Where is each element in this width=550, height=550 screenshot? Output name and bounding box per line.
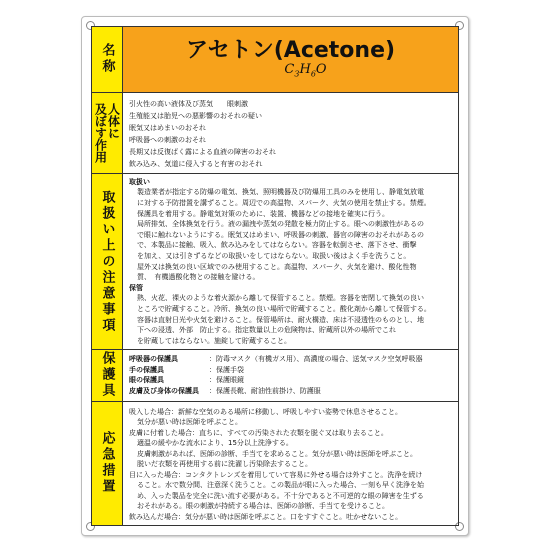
ppe-row	[92, 350, 458, 401]
effect-line: 生殖能又は胎児への悪影響のおそれの疑い	[129, 111, 262, 120]
storage-line: 下への浸透、外部 防止する。指定数量以上の危険物は、貯蔵所以外の場所でこれ	[137, 326, 396, 335]
effect-line: 飲み込み、気道に侵入すると有害のおそれ	[129, 159, 263, 168]
ppe-item-name: 眼の保護具	[129, 376, 164, 385]
effects-content	[123, 93, 458, 173]
handling-line: を加え、又は引きずるなどの取扱いをしてはならない。取扱い後はよく手を洗うこと。	[137, 251, 411, 260]
ppe-label-cell	[92, 350, 123, 400]
storage-line: ところで貯蔵すること。冷所、換気の良い場所で貯蔵すること。酸化剤から離して保管する。	[137, 304, 431, 313]
storage-line: 容器は直射日光や火気を避けること。保管場所は、耐火構造、床は不浸透性のものとし、地	[137, 315, 424, 324]
first-aid-line: 皮膚に付着した場合：直ちに、すべての汚染された衣類を脱ぐ又は取り去ること。	[129, 428, 388, 437]
first-aid-label: 応急措置	[99, 431, 115, 496]
ppe-item	[129, 354, 452, 365]
effect-line: 引火性の高い液体及び蒸気 眼刺激	[129, 99, 248, 108]
ppe-item	[129, 365, 452, 376]
ppe-item-value: ：保護長靴、耐油性前掛け、防護服	[209, 386, 321, 395]
handling-line: 屋外又は換気の良い区域でのみ使用すること。高温物、スパーク、火気を避け、酸化性物	[137, 262, 417, 271]
first-aid-line: 適温の緩やかな流水により、15分以上洗浄する。	[137, 439, 293, 447]
handling-line: 局所排気、全体換気を行う。液の漏洩や蒸気の発散を極力防止する。眼への刺激性があるの	[137, 220, 424, 229]
storage-line: 熱、火花、裸火のような着火源から離して保管すること。禁煙。容器を密閉して換気の良い	[137, 294, 424, 303]
storage-line: を貯蔵してはならない。施錠して貯蔵すること。	[137, 336, 291, 345]
ppe-item-value: ：保護眼鏡	[209, 376, 244, 385]
ppe-label: 保護具	[99, 351, 115, 400]
handling-line: 保護具を着用する。静電気対策のために、装置、機器などの接地を確実に行う。	[137, 209, 389, 218]
handling-line: で眼に触れないようにする。眠気又はめまい、呼吸器の刺激、器官の障害のおそれがあるの	[137, 230, 424, 239]
first-aid-line: ること。水で数分間、注意深く洗うこと。この製品が眼に入った場合、一刻も早く洗浄を始	[137, 481, 424, 489]
title-cell	[123, 27, 458, 92]
name-label-cell	[92, 27, 123, 92]
ppe-item	[129, 375, 452, 386]
handling-row	[92, 174, 458, 351]
first-aid-line: 皮膚刺激があれば、医師の診断、手当てを求めること。気分が悪い時は医師を呼ぶこと。	[137, 449, 417, 458]
first-aid-line: おそれがある。眼の刺激が持続する場合は、医師の診断、手当てを受けること。	[137, 502, 389, 510]
safety-signboard	[81, 16, 469, 536]
ppe-item-value: ：防毒マスク（有機ガス用）、高濃度の場合、送気マスク空気呼吸器	[209, 355, 423, 364]
effect-line: 眠気又はめまいのおそれ	[129, 123, 206, 132]
effects-label: 人体に 及ぼす作用	[93, 102, 121, 163]
ppe-item-name: 呼吸器の保護具	[129, 355, 178, 364]
first-aid-line: 飲み込んだ場合：気分が悪い時は医師を呼ぶこと。口をすすぐこと。吐かせないこと。	[129, 512, 403, 521]
first-aid-line: 気分が悪い時は医師を呼ぶこと。	[137, 418, 242, 426]
ppe-item	[129, 386, 452, 397]
first-aid-line: 目に入った場合：コンタクトレンズを着用していて容易に外せる場合は外すこと。洗浄を続け	[129, 470, 423, 479]
handling-heading: 取扱い	[129, 177, 150, 186]
ppe-content	[123, 350, 458, 400]
effect-line: 呼吸器への刺激のおそれ	[129, 135, 206, 144]
handling-content	[123, 174, 458, 350]
ppe-item-name: 皮膚及び身体の保護具	[129, 386, 199, 395]
effect-line: 長期又は反復ばく露による血液の障害のおそれ	[129, 147, 276, 156]
name-label: 名称	[99, 43, 115, 76]
handling-label-cell	[92, 174, 123, 350]
ppe-item-value: ：保護手袋	[209, 365, 244, 374]
first-aid-content	[123, 402, 458, 526]
first-aid-row	[92, 402, 458, 526]
first-aid-label-cell	[92, 402, 123, 526]
first-aid-line: め、入った製品を完全に洗い流す必要がある。不十分であると不可逆的な眼の障害を生ずる	[137, 491, 424, 500]
first-aid-line: 脱いだ衣類を再使用する前に洗濯し汚染除去すること。	[137, 460, 312, 468]
handling-line: 質、 有機過酸化物との接触を避ける。	[137, 273, 260, 282]
human-effects-row	[92, 93, 458, 174]
handling-line: 製造業者が指定する防爆の電気、換気、照明機器及び防爆用工具のみを使用し、静電気放電	[137, 188, 424, 197]
hazard-table	[91, 26, 459, 526]
first-aid-line: 吸入した場合：新鮮な空気のある場所に移動し、呼吸しやすい姿勢で休息させること。	[129, 407, 402, 416]
handling-label: 取扱い上の注意事項	[99, 189, 115, 334]
handling-line: で、本製品に接触、吸入、飲み込みをしてはならない。容器を転倒させ、落下させ、衝撃	[137, 241, 417, 250]
ppe-item-name: 手の保護具	[129, 365, 164, 374]
handling-line: に対する予防措置を講ずること。周辺での高温物、スパーク、火気の使用を禁止する。禁煙。	[137, 198, 431, 207]
effects-label-cell	[92, 93, 123, 173]
chemical-formula: $C_3H_6O$	[284, 62, 327, 79]
name-row	[92, 27, 458, 93]
storage-heading: 保管	[129, 283, 143, 292]
chemical-title: アセトン(Acetone)	[185, 38, 396, 64]
